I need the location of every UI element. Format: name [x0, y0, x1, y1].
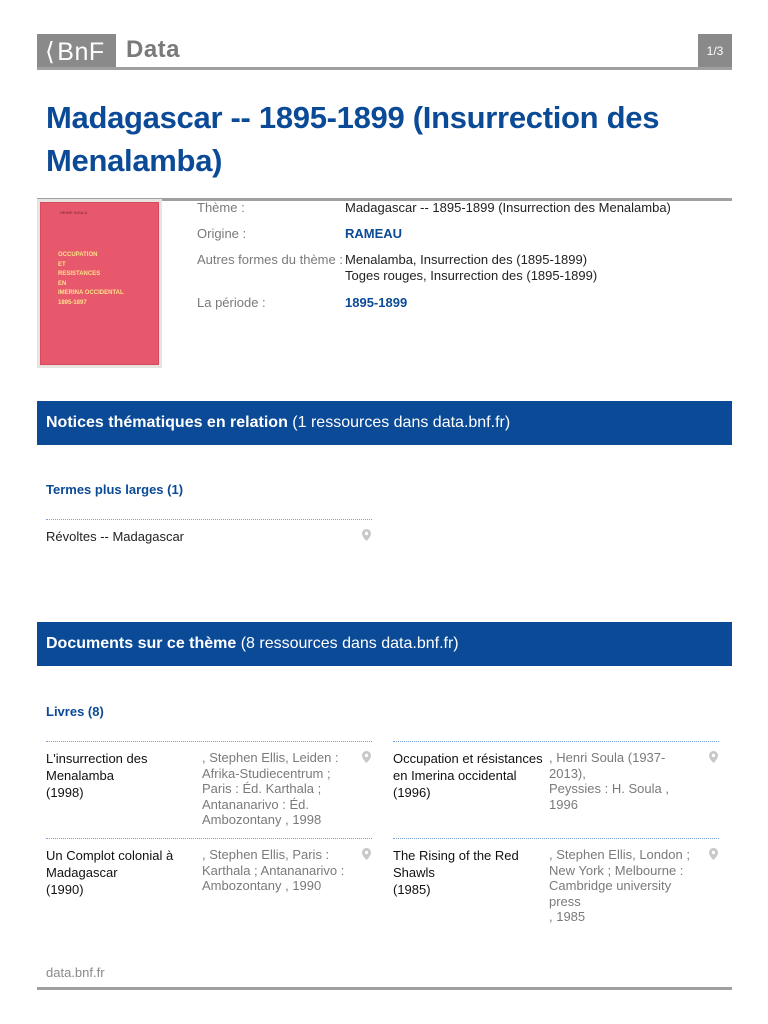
book-meta [549, 847, 699, 925]
book-meta-line: Afrika-Studiecentrum ; [202, 765, 331, 781]
cover-line: RESISTANCES [58, 271, 101, 277]
book-title-line: en Imerina occidental [393, 768, 517, 783]
dotted-divider [393, 838, 719, 839]
dotted-divider [46, 519, 372, 520]
logo-bracket: ⟨ [45, 38, 56, 66]
book-title-line: Shawls [393, 865, 435, 880]
related-section-title: Notices thématiques en relation [46, 414, 288, 431]
book-title[interactable] [393, 847, 543, 898]
origin-label: Origine : [197, 226, 247, 241]
book-meta-line: , Henri Soula (1937-2013), [549, 750, 666, 781]
top-bar [37, 34, 732, 70]
page-title-line-2: Menalamba) [46, 143, 223, 178]
book-title[interactable] [46, 750, 196, 801]
book-cover-image [37, 199, 162, 368]
book-cover [40, 202, 159, 365]
other-form-2: Toges rouges, Insurrection des (1895-1899) [345, 268, 598, 283]
documents-section-count: (8 ressources dans data.bnf.fr) [236, 635, 459, 652]
cover-line: OCCUPATION [58, 252, 98, 258]
logo-text: BnF [57, 38, 105, 66]
other-forms-value [345, 252, 597, 284]
location-pin-icon [362, 529, 371, 541]
book-title-line: Madagascar [46, 865, 118, 880]
related-term-link[interactable]: Révoltes -- Madagascar [46, 529, 184, 544]
origin-link[interactable]: RAMEAU [345, 226, 403, 241]
page-number: 1/3 [698, 34, 732, 70]
book-meta-line: Ambozontany , 1990 [202, 878, 322, 893]
book-year: (1985) [393, 882, 431, 897]
location-pin-icon [709, 848, 718, 860]
page-title-line-1: Madagascar -- 1895-1899 (Insurrection des [46, 100, 660, 135]
period-label: La période : [197, 295, 266, 310]
book-meta-line: Antananarivo : Éd. [202, 796, 309, 812]
documents-section-title: Documents sur ce thème [46, 635, 237, 652]
page-title [46, 96, 726, 182]
header-divider [37, 67, 732, 70]
book-meta [549, 750, 699, 812]
location-pin-icon [362, 751, 371, 763]
book-year: (1996) [393, 785, 431, 800]
book-title[interactable] [46, 847, 196, 898]
location-pin-icon [362, 848, 371, 860]
book-meta-line: , Stephen Ellis, Paris : [202, 847, 330, 862]
brand-label: Data [126, 36, 181, 63]
related-section-count: (1 ressources dans data.bnf.fr) [287, 414, 511, 431]
cover-line: ET [58, 261, 66, 268]
related-section-header [37, 401, 732, 445]
book-title[interactable] [393, 750, 543, 801]
bnf-logo[interactable] [37, 34, 116, 70]
book-meta [202, 847, 352, 894]
cover-title [58, 251, 124, 308]
dotted-divider [393, 741, 719, 742]
location-pin-icon [709, 751, 718, 763]
book-meta-line: Karthala ; Antananarivo : [202, 862, 345, 878]
book-title-line: Un Complot colonial à [46, 848, 174, 863]
book-title-line: L'insurrection des [46, 751, 148, 766]
books-link[interactable]: Livres (8) [46, 704, 104, 719]
book-title-line: The Rising of the Red [393, 848, 519, 863]
book-meta-line: Cambridge university press [549, 878, 672, 909]
book-title-line: Occupation et résistances [393, 751, 543, 766]
book-year: (1990) [46, 882, 84, 897]
book-title-line: Menalamba [46, 768, 114, 783]
book-year: (1998) [46, 785, 84, 800]
dotted-divider [46, 741, 372, 742]
book-meta [202, 750, 352, 828]
broader-terms-link[interactable]: Termes plus larges (1) [46, 482, 184, 497]
other-form-1: Menalamba, Insurrection des (1895-1899) [345, 252, 588, 267]
theme-label: Thème : [197, 200, 245, 215]
cover-line: IMERINA OCCIDENTAL [58, 290, 124, 296]
book-meta-line: New York ; Melbourne : [549, 862, 684, 878]
cover-line: EN [58, 280, 67, 287]
book-meta-line: , Stephen Ellis, Leiden : [202, 750, 339, 765]
theme-value: Madagascar -- 1895-1899 (Insurrection des Menalamba) [345, 200, 671, 215]
book-meta-line: , Stephen Ellis, London ; [549, 847, 690, 862]
book-meta-line: Ambozontany , 1998 [202, 812, 322, 827]
documents-section-header [37, 622, 732, 666]
cover-author: HENRI SOULA [60, 210, 88, 215]
footer-divider [37, 987, 732, 990]
other-forms-label: Autres formes du thème : [197, 252, 343, 267]
cover-line: 1895-1897 [58, 299, 87, 306]
book-meta-line: , 1985 [549, 909, 586, 924]
dotted-divider [46, 838, 372, 839]
period-link[interactable]: 1895-1899 [345, 295, 408, 310]
footer-site-link[interactable]: data.bnf.fr [46, 965, 105, 980]
book-meta-line: Peyssies : H. Soula , 1996 [549, 781, 669, 812]
book-meta-line: Paris : Éd. Karthala ; [202, 781, 322, 796]
